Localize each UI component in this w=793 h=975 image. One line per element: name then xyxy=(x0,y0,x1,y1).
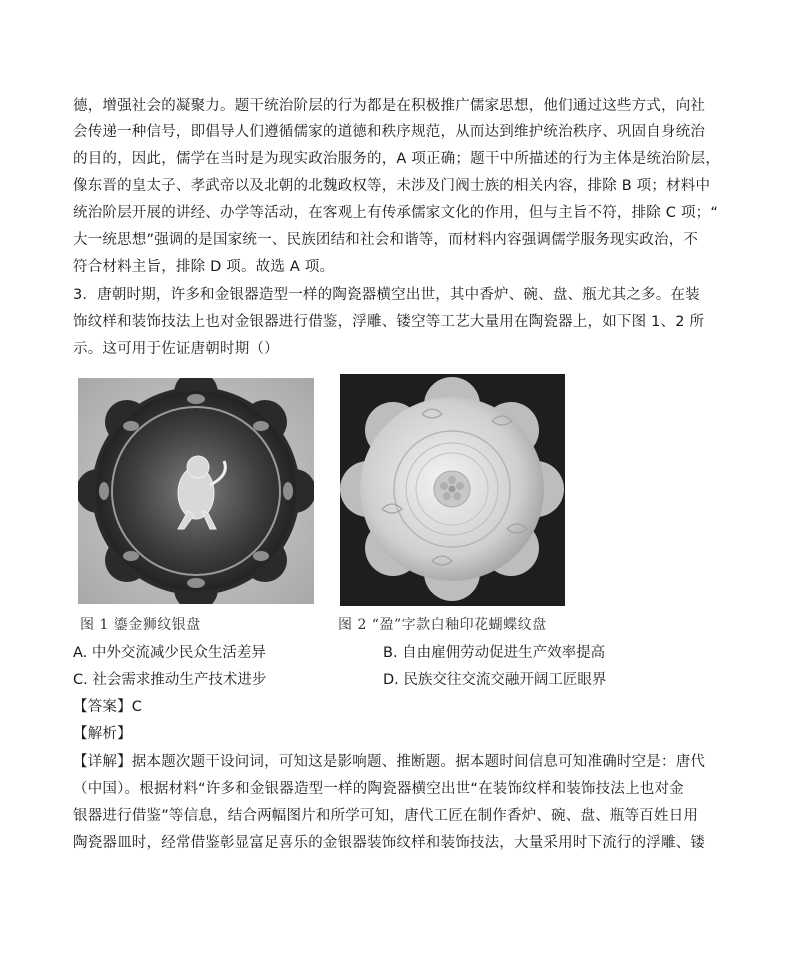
option-a: A. 中外交流减少民众生活差异 xyxy=(73,645,266,661)
question-stem-line: 饰纹样和装饰技法上也对金银器进行借鉴，浮雕、镂空等工艺大量用在陶瓷器上，如下图 1、2 所 xyxy=(73,314,705,330)
text-line: 像东晋的皇太子、孝武帝以及北朝的北魏政权等，未涉及门阀士族的相关内容，排除 B 项；材料中 xyxy=(73,178,711,194)
figure-2-porcelain-plate-image xyxy=(340,374,565,606)
text-line: 符合材料主旨，排除 D 项。故选 A 项。 xyxy=(73,259,335,275)
text-line: 会传递一种信号，即倡导人们遵循儒家的道德和秩序规范，从而达到维护统治秩序、巩固自身统治 xyxy=(73,124,706,140)
option-c: C. 社会需求推动生产技术进步 xyxy=(73,672,267,688)
detail-line: 陶瓷器皿时，经常借鉴彰显富足喜乐的金银器装饰纹样和装饰技法，大量采用时下流行的浮雕、镂 xyxy=(73,835,706,851)
detail-line: （中国）。根据材料“许多和金银器造型一样的陶瓷器横空出世“在装饰纹样和装饰技法上也对金 xyxy=(73,781,684,797)
question-stem-line: 3．唐朝时期，许多和金银器造型一样的陶瓷器横空出世，其中香炉、碗、盘、瓶尤其之多。在装 xyxy=(73,287,700,303)
figure-2-caption: 图 2 “盈”字款白釉印花蝴蝶纹盘 xyxy=(338,617,547,633)
figure-1-silver-plate-image xyxy=(78,378,314,604)
text-line: 统治阶层开展的讲经、办学等活动，在客观上有传承儒家文化的作用，但与主旨不符，排除 C 项；“ xyxy=(73,205,719,221)
text-line: 德，增强社会的凝聚力。题干统治阶层的行为都是在积极推广儒家思想，他们通过这些方式，向社 xyxy=(73,98,706,114)
analysis-label: 【解析】 xyxy=(73,726,132,742)
text-line: 的目的，因此，儒学在当时是为现实政治服务的，A 项正确；题干中所描述的行为主体是统治阶层， xyxy=(73,151,721,167)
option-b: B. 自由雇佣劳动促进生产效率提高 xyxy=(383,645,606,661)
detail-line: 银器进行借鉴”等信息，结合两幅图片和所学可知，唐代工匠在制作香炉、碗、盘、瓶等百姓日用 xyxy=(73,808,699,824)
figure-1-caption: 图 1 鎏金狮纹银盘 xyxy=(80,617,201,633)
question-stem-line: 示。这可用于佐证唐朝时期（） xyxy=(73,341,279,357)
text-line: 大一统思想”强调的是国家统一、民族团结和社会和谐等，而材料内容强调儒学服务现实政治，不 xyxy=(73,232,699,248)
detail-line: 【详解】据本题次题干设问词，可知这是影响题、推断题。据本题时间信息可知准确时空是：唐代 xyxy=(73,754,706,770)
option-d: D. 民族交往交流交融开阔工匠眼界 xyxy=(383,672,607,688)
answer-label: 【答案】C xyxy=(73,699,143,715)
